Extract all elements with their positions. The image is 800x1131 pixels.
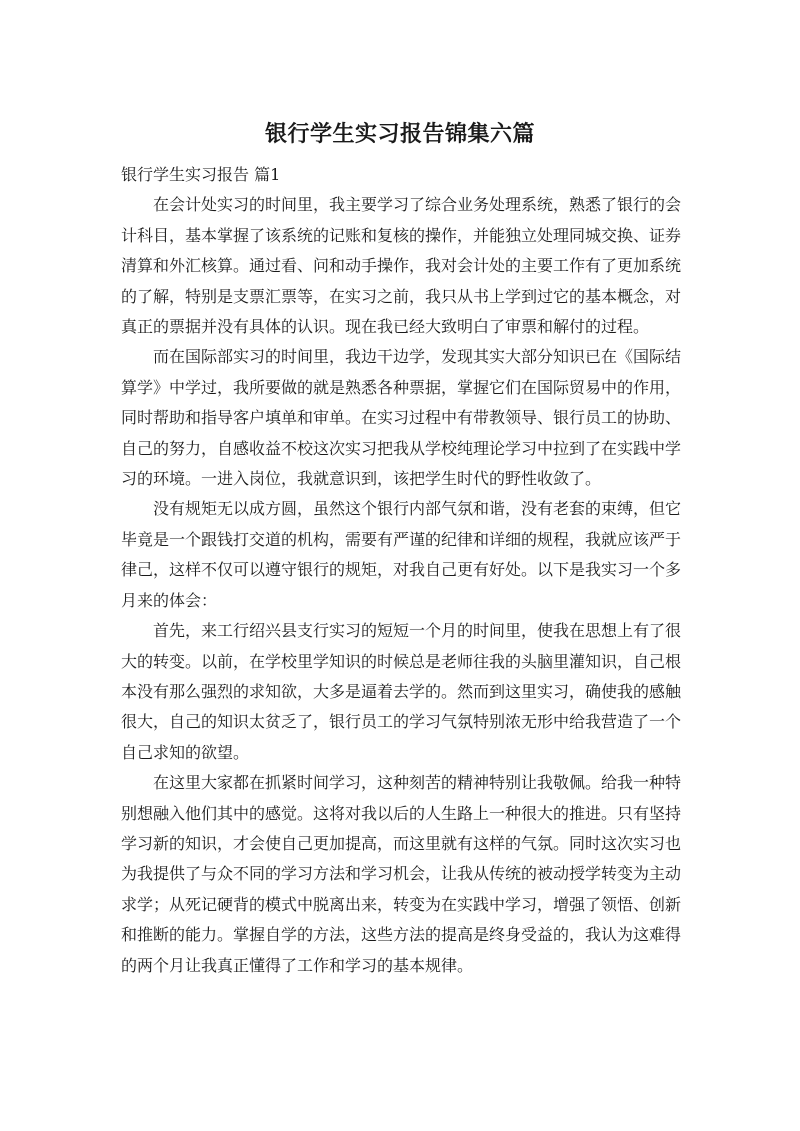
paragraph-learning-atmosphere: 在这里大家都在抓紧时间学习，这种刻苦的精神特别让我敬佩。给我一种特别想融入他们其中的感觉。这将对我以后的人生路上一种很大的推进。只有坚持学习新的知识，才会使自己更加提高，而这里就有这样的气氛。同时这次实习也为我提供了与众不同的学习方法和学习机会，让我从传统的被动授学转变为主动求学；从死记硬背的模式中脱离出来，转变为在实践中学习，增强了领悟、创新和推断的能力。掌握自学的方法，这些方法的提高是终身受益的，我认为这难得的两个月让我真正懂得了工作和学习的基本规律。 — [121, 773, 682, 975]
document-title: 银行学生实习报告锦集六篇 — [264, 122, 535, 147]
paragraph-accounting-internship: 在会计处实习的时间里，我主要学习了综合业务处理系统，熟悉了银行的会计科目，基本掌握了该系统的记账和复核的操作，并能独立处理同城交换、证券清算和外汇核算。通过看、问和动手操作，我对会计处的主要工作有了更加系统的了解，特别是支票汇票等，在实习之前，我只从书上学到过它的基本概念，对真正的票据并没有具体的认识。现在我已经大致明白了审票和解付的过程。 — [121, 195, 682, 337]
section-heading: 银行学生实习报告 篇1 — [121, 165, 281, 184]
paragraph-international-department: 而在国际部实习的时间里，我边干边学，发现其实大部分知识已在《国际结算学》中学过，我所要做的就是熟悉各种票据，掌握它们在国际贸易中的作用，同时帮助和指导客户填单和审单。在实习过程中有带教领导、银行员工的协助、自己的努力，自感收益不校这次实习把我从学校纯理论学习中拉到了在实践中学习的环境。一进入岗位，我就意识到，该把学生时代的野性收敛了。 — [121, 347, 682, 489]
document-body — [121, 160, 681, 981]
paragraph-rules-and-discipline: 没有规矩无以成方圆，虽然这个银行内部气氛和谐，没有老套的束缚，但它毕竟是一个跟钱打交道的机构，需要有严谨的纪律和详细的规程，我就应该严于律己，这样不仅可以遵守银行的规矩，对我自己更有好处。以下是我实习一个多月来的体会： — [121, 499, 682, 610]
paragraph-change-in-thinking: 首先，来工行绍兴县支行实习的短短一个月的时间里，使我在思想上有了很大的转变。以前，在学校里学知识的时候总是老师往我的头脑里灌知识，自己根本没有那么强烈的求知欲，大多是逼着去学的。然而到这里实习，确使我的感触很大，自己的知识太贫乏了，银行员工的学习气氛特别浓无形中给我营造了一个自己求知的欲望。 — [121, 621, 682, 762]
